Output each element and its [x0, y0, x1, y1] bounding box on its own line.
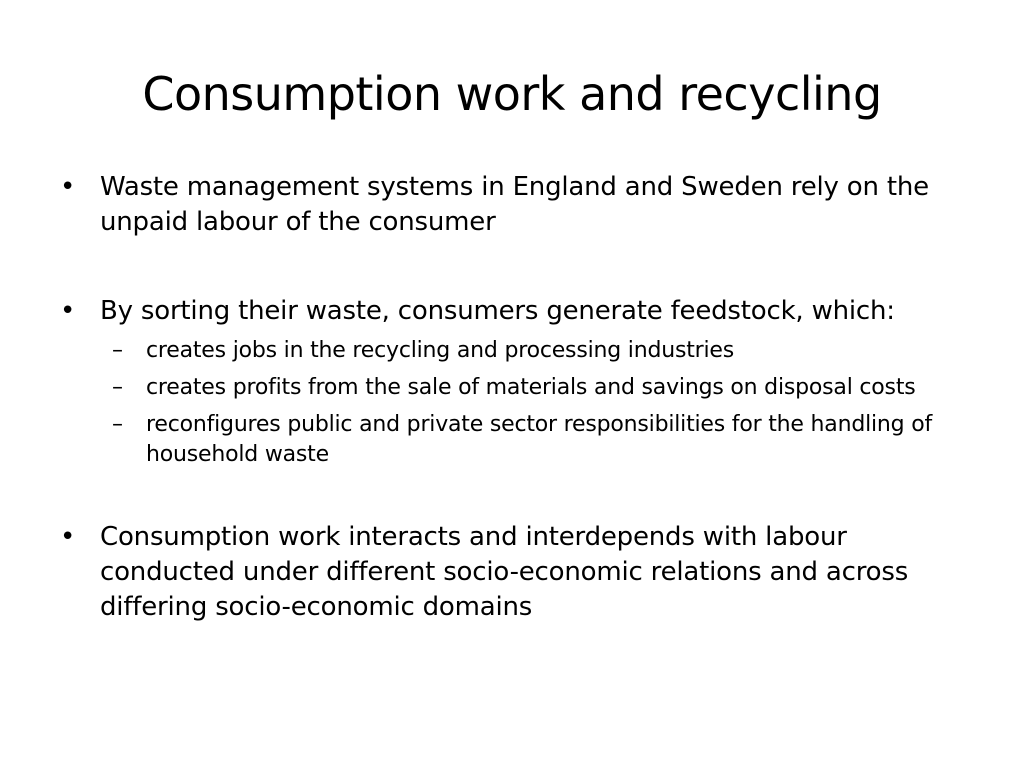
sub-item-text: reconfigures public and private sector responsibilities for the handling of household waste [146, 412, 933, 467]
sub-item-text: creates profits from the sale of materials and savings on disposal costs [146, 375, 916, 400]
bullet-item [60, 294, 960, 329]
slide-title: Consumption work and recycling [142, 67, 882, 121]
bullet-marker: • [60, 172, 76, 202]
dash-marker: – [112, 338, 123, 363]
bullet-item [60, 170, 960, 240]
bullet-marker: • [60, 296, 76, 326]
sub-item [60, 410, 960, 470]
bullet-text: Waste management systems in England and Sweden rely on the unpaid labour of the consumer [100, 172, 929, 237]
slide-body [60, 170, 960, 625]
sub-item-text: creates jobs in the recycling and processing industries [146, 338, 735, 363]
bullet-text: By sorting their waste, consumers generate feedstock, which: [100, 296, 895, 326]
bullet-item [60, 520, 960, 625]
sub-list [60, 336, 960, 470]
bullet-marker: • [60, 522, 76, 552]
sub-item [60, 373, 960, 403]
dash-marker: – [112, 412, 123, 437]
bullet-text: Consumption work interacts and interdepends with labour conducted under different socio-economic relations and across differing socio-economic domains [100, 522, 909, 622]
dash-marker: – [112, 375, 123, 400]
sub-item [60, 336, 960, 366]
